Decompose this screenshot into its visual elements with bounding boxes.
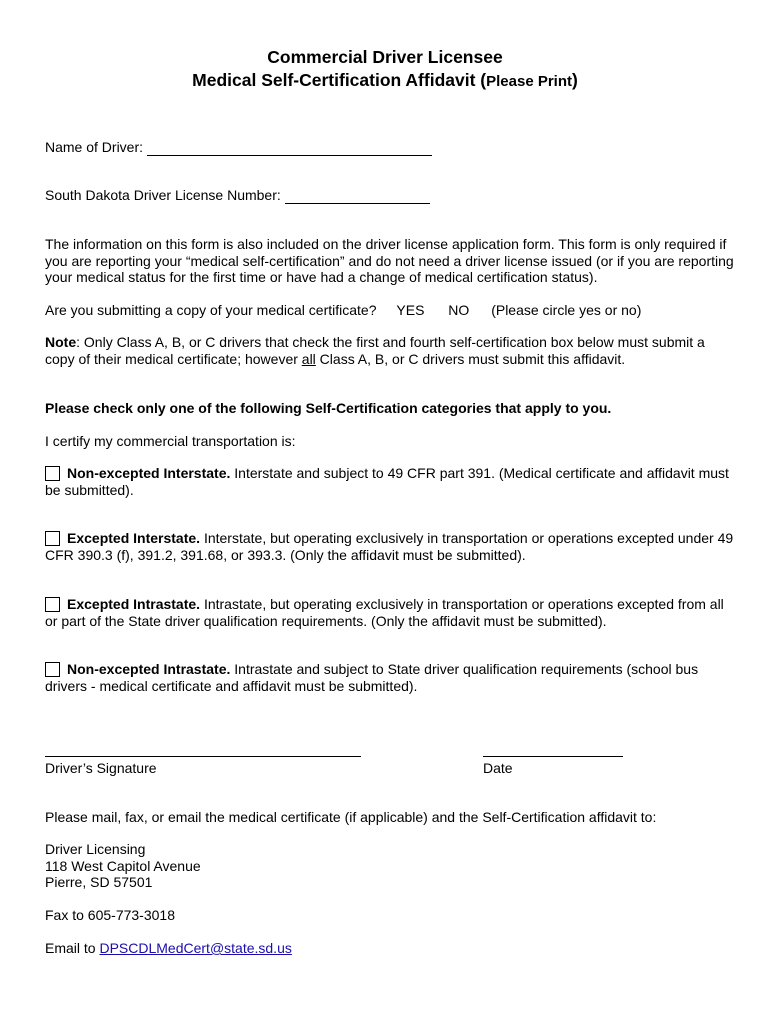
name-label: Name of Driver: [45,139,144,155]
address-line-1: Driver Licensing [45,841,146,857]
checkbox-non-excepted-intrastate[interactable] [45,662,60,677]
email-link[interactable]: DPSCDLMedCert@state.sd.us [99,940,292,956]
mailing-address [45,841,735,891]
license-field-row [45,187,735,204]
question-hint: (Please circle yes or no) [491,302,642,318]
note-emphasis: all [301,350,316,367]
option-label: Excepted Intrastate. [67,596,201,612]
instruction-heading: Please check only one of the following Self-Certification categories that apply to you. [45,400,612,416]
checkbox-excepted-interstate[interactable] [45,531,60,546]
option-text: Interstate, but operating exclusively in transportation or operations excepted under 49 CFR 390.3 (f), 391.2, 391.68, or 393.3. (Only the affidavit must be submitted). [45,530,734,563]
name-field-row [45,139,735,156]
option-non-excepted-intrastate [45,661,735,694]
email-row [45,940,735,957]
option-non-excepted-interstate [45,465,735,498]
subtitle-main: Medical Self-Certification Affidavit ( [192,70,487,90]
option-label: Non-excepted Intrastate. [67,661,231,677]
license-label: South Dakota Driver License Number: [45,187,281,203]
note-text-b: Class A, B, or C drivers must submit this affidavit. [315,350,626,367]
name-field[interactable] [147,141,432,156]
date-line[interactable] [483,756,623,757]
address-line-2: 118 West Capitol Avenue [45,857,201,874]
no-option[interactable]: NO [448,302,470,318]
date-label: Date [483,760,513,776]
email-label: Email to [45,940,100,956]
note-label: Note [45,334,77,350]
address-line-3: Pierre, SD 57501 [45,874,153,890]
question-text: Are you submitting a copy of your medical certificate? [45,302,377,318]
option-text: Intrastate and subject to State driver qualification requirements (school bus drivers - medical certificate and affidavit must be submitted). [45,661,699,694]
option-text: Interstate and subject to 49 CFR part 391. (Medical certificate and affidavit must be submitted). [45,465,729,498]
signature-line[interactable] [45,756,361,757]
checkbox-excepted-intrastate[interactable] [45,597,60,612]
form-subtitle [0,70,770,91]
option-label: Non-excepted Interstate. [67,465,231,481]
note-paragraph [45,334,735,367]
option-text: Intrastate, but operating exclusively in transportation or operations excepted from all or part of the State driver qualification requirements. (Only the affidavit must be submitted). [45,596,724,629]
certify-statement: I certify my commercial transportation is: [45,433,296,449]
signature-label: Driver’s Signature [45,760,157,776]
subtitle-please-print: Please Print [486,73,573,90]
note-text-a: : Only Class A, B, or C drivers that check the first and fourth self-certification box below must submit a copy of their medical certificate; however [45,334,705,367]
certificate-question [45,302,735,319]
option-excepted-interstate [45,530,735,563]
checkbox-non-excepted-interstate[interactable] [45,466,60,481]
form-title: Commercial Driver Licensee [267,47,503,67]
yes-option[interactable]: YES [396,302,425,318]
intro-paragraph: The information on this form is also included on the driver license application form. This form is only required if you are reporting your “medical self-certification” and do not need a driver license issued (or if you are reporting your medical status for the first time or have had a change of medical certification status). [45,236,734,285]
option-excepted-intrastate [45,596,735,629]
subtitle-close: ) [572,70,578,90]
mail-instruction: Please mail, fax, or email the medical certificate (if applicable) and the Self-Certification affidavit to: [45,809,657,825]
license-number-field[interactable] [285,189,430,204]
option-label: Excepted Interstate. [67,530,201,546]
fax-number: Fax to 605-773-3018 [45,907,175,923]
